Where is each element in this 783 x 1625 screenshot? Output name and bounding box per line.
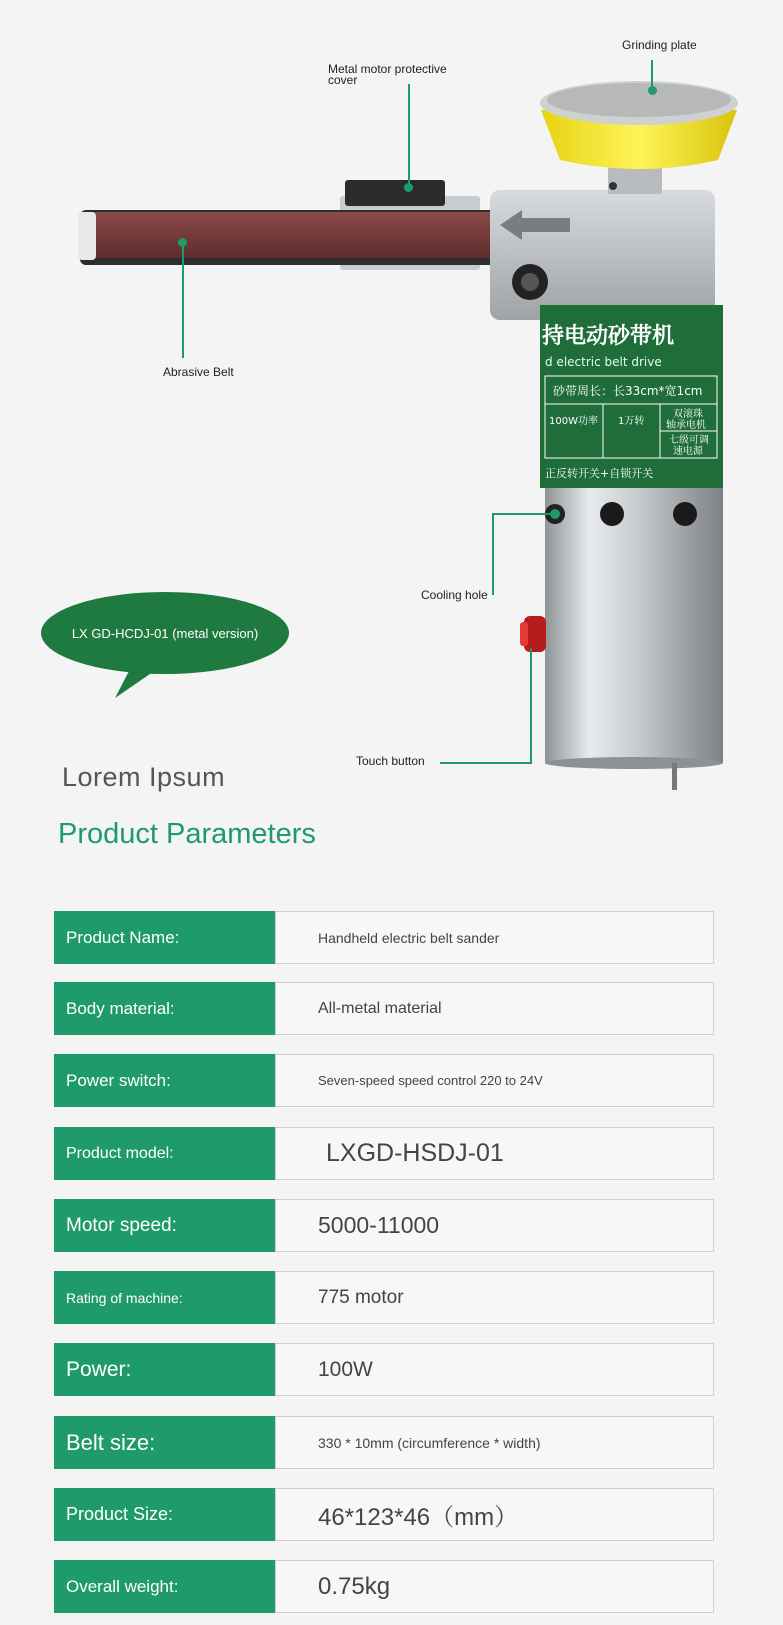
param-row-belt <box>54 1416 714 1469</box>
motor-cover-dot <box>404 183 413 192</box>
svg-text:七级可调: 七级可调 <box>669 435 709 446</box>
cooling-hole-leader-h <box>492 513 552 515</box>
param-key: Overall weight: <box>54 1560 275 1613</box>
grinding-plate-label: Grinding plate <box>622 38 697 52</box>
param-key: Rating of machine: <box>54 1271 275 1324</box>
svg-text:速电源: 速电源 <box>673 446 703 457</box>
param-key: Motor speed: <box>54 1199 275 1252</box>
param-key: Power switch: <box>54 1054 275 1107</box>
param-value: 46*123*46（mm） <box>275 1488 714 1541</box>
cooling-hole-leader-v <box>492 513 494 595</box>
motor-cover-label: Metal motor protective cover <box>328 62 447 87</box>
param-row-material <box>54 982 714 1035</box>
param-row-speed <box>54 1199 714 1252</box>
param-key: Body material: <box>54 982 275 1035</box>
param-row-rating <box>54 1271 714 1324</box>
label-band <box>540 305 723 488</box>
param-key: Product Name: <box>54 911 275 964</box>
cooling-hole-label: Cooling hole <box>421 588 488 602</box>
motor-body <box>545 488 723 790</box>
param-value: All-metal material <box>275 982 714 1035</box>
touch-button-leader-v <box>530 648 532 763</box>
model-bubble <box>41 592 289 674</box>
param-value: 330 * 10mm (circumference * width) <box>275 1416 714 1469</box>
grinding-plate-leader <box>651 60 653 88</box>
motor-head <box>490 150 715 320</box>
param-row-model <box>54 1127 714 1180</box>
param-value: Handheld electric belt sander <box>275 911 714 964</box>
param-value: 0.75kg <box>275 1560 714 1613</box>
param-value: 100W <box>275 1343 714 1396</box>
svg-text:砂带周长：长33cm*宽1cm: 砂带周长：长33cm*宽1cm <box>553 384 703 398</box>
svg-text:轴承电机: 轴承电机 <box>666 420 706 431</box>
param-key: Power: <box>54 1343 275 1396</box>
svg-text:双滚珠: 双滚珠 <box>673 409 703 420</box>
param-row-switch <box>54 1054 714 1107</box>
section-kicker: Lorem Ipsum <box>62 762 226 792</box>
param-key: Belt size: <box>54 1416 275 1469</box>
section-title: Product Parameters <box>58 818 316 850</box>
svg-text:1万转: 1万转 <box>618 416 645 427</box>
abrasive-belt-leader <box>182 243 184 358</box>
param-row-weight <box>54 1560 714 1613</box>
abrasive-belt-label: Abrasive Belt <box>163 365 234 379</box>
belt-arm <box>78 180 500 270</box>
svg-text:d electric belt drive: d electric belt drive <box>545 355 662 369</box>
grinding-pad <box>540 81 738 169</box>
param-key: Product Size: <box>54 1488 275 1541</box>
abrasive-belt-dot <box>178 238 187 247</box>
svg-text:正反转开关+自锁开关: 正反转开关+自锁开关 <box>545 467 654 480</box>
param-row-power <box>54 1343 714 1396</box>
param-value: Seven-speed speed control 220 to 24V <box>275 1054 714 1107</box>
param-key: Product model: <box>54 1127 275 1180</box>
param-row-size <box>54 1488 714 1541</box>
param-row-name <box>54 911 714 964</box>
svg-text:100W功率: 100W功率 <box>549 416 598 427</box>
model-bubble-text: LX GD-HCDJ-01 (metal version) <box>71 625 259 641</box>
motor-cover-leader <box>408 84 410 186</box>
touch-button-label: Touch button <box>356 754 425 768</box>
touch-button-leader-h <box>440 762 532 764</box>
touch-button-graphic <box>520 616 546 652</box>
param-value: 5000-11000 <box>275 1199 714 1252</box>
param-value: 775 motor <box>275 1271 714 1324</box>
svg-text:持电动砂带机: 持电动砂带机 <box>542 324 675 349</box>
param-value: LXGD-HSDJ-01 <box>275 1127 714 1180</box>
grinding-plate-dot <box>648 86 657 95</box>
